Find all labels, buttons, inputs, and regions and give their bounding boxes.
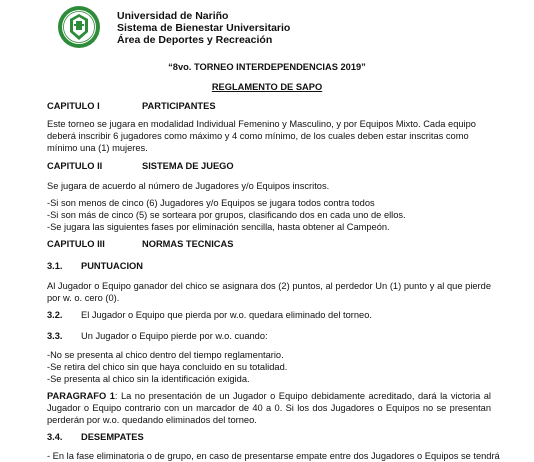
chapter-number: CAPITULO III [47,239,105,249]
section-text: El Jugador o Equipo que pierda por w.o. quedara eliminado del torneo. [81,310,372,320]
chapter-3-heading [47,238,491,250]
section-name: DESEMPATES [81,432,144,442]
chapter-2-list [47,197,491,233]
document-title: “8vo. TORNEO INTERDEPENDENCIAS 2019” [168,62,366,72]
header-line-3: Área de Deportes y Recreación [117,34,273,46]
header-line-2: Sistema de Bienestar Universitario [117,22,291,34]
chapter-name: PARTICIPANTES [142,101,216,111]
paragraph-1-note [47,390,491,426]
chapter-number: CAPITULO I [47,101,100,111]
list-item: -Si son menos de cinco (6) Jugadores y/o Equipos se jugara todos contra todos [47,198,375,208]
section-name: PUNTUACION [81,261,143,271]
paragraph-text: : La no presentación de un Jugador o Equipo debidamente acreditado, dará la victoria al Jugador o Equipo contrario con un marcador de 40 a 0. Si los dos Jugadores o Equipos no se presentan perderán por w.o. quedando eliminados del torneo. [47,391,491,425]
section-3-4-heading [47,431,491,443]
list-item: -Si son más de cinco (5) se sorteara por grupos, clasificando dos en cada uno de ellos. [47,210,406,220]
section-number: 3.1. [47,261,63,271]
chapter-name: SISTEMA DE JUEGO [142,161,234,171]
section-3-2 [47,309,491,321]
chapter-1-heading [47,100,491,112]
university-seal-logo [57,5,101,49]
chapter-name: NORMAS TECNICAS [142,239,234,249]
list-item: -Se retira del chico sin que haya concluido en su totalidad. [47,362,288,372]
chapter-1-paragraph: Este torneo se jugara en modalidad Individual Femenino y Masculino, y por Equipos Mixto. Cada equipo deberá inscribir 6 jugadores como máximo y 4 como mínimo, de los cuales deben estar inscritas como mínimo una (1) mujeres. [47,119,476,153]
section-3-1-heading [47,260,491,272]
list-item: -Se presenta al chico sin la identificación exigida. [47,374,250,384]
section-3-3-list [47,349,491,385]
list-item: -Se jugara las siguientes fases por eliminación sencilla, hasta obtener al Campeón. [47,222,390,232]
chapter-2-paragraph: Se jugara de acuerdo al número de Jugadores y/o Equipos inscritos. [47,181,330,191]
section-3-4-paragraph: - En la fase eliminatoria o de grupo, en caso de presentarse empate entre dos Jugadores o Equipos se tendrá [47,451,500,461]
section-3-1-paragraph: Al Jugador o Equipo ganador del chico se asignara dos (2) puntos, al perdedor Un (1) punto y al que pierde por w. o. cero (0). [47,281,491,303]
section-text: Un Jugador o Equipo pierde por w.o. cuando: [81,331,268,341]
institution-header [117,10,290,46]
section-number: 3.4. [47,432,63,442]
header-line-1: Universidad de Nariño [117,10,229,22]
chapter-2-heading [47,160,491,172]
section-3-3 [47,330,491,342]
list-item: -No se presenta al chico dentro del tiempo reglamentario. [47,350,284,360]
document-subtitle: REGLAMENTO DE SAPO [211,82,323,92]
paragraph-label: PARAGRAFO 1 [47,391,115,401]
section-number: 3.3. [47,331,63,341]
section-number: 3.2. [47,310,63,320]
chapter-number: CAPITULO II [47,161,103,171]
